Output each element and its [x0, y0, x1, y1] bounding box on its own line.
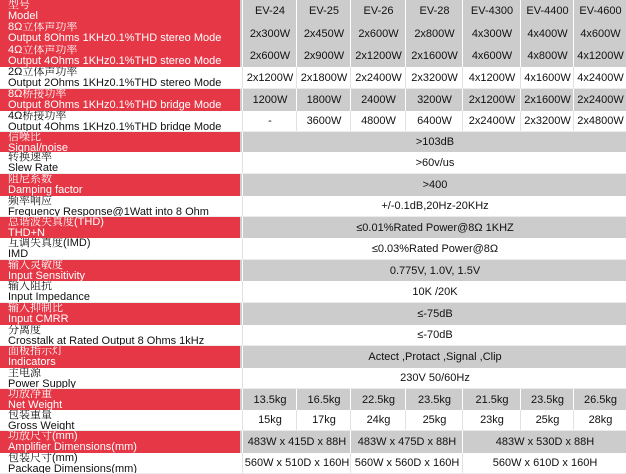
spec-value: 6400W [405, 111, 463, 131]
spec-label-en: Output 2Ohms 1KHz0.1%THD stereo Mode [8, 77, 222, 88]
spec-label-cn: 包装重量 [8, 410, 52, 421]
spec-label [0, 303, 240, 325]
spec-label-cn: 包装尺寸(mm) [8, 453, 78, 464]
spec-label [0, 281, 240, 302]
spec-value: 22.5kg [350, 389, 406, 410]
spec-row [0, 217, 626, 238]
spec-value: 2x2400W [462, 111, 521, 131]
spec-label-cn: 面板指示灯 [8, 346, 63, 357]
spec-row [0, 389, 626, 410]
spec-label-cn: 互调失真度(IMD) [8, 238, 91, 249]
spec-value: ≤-75dB [242, 303, 626, 325]
spec-value: 230V 50/60Hz [242, 368, 626, 388]
spec-value: 4x600W [573, 22, 626, 45]
spec-row [0, 325, 626, 346]
spec-value: 560W x 510D x 160H [242, 453, 351, 473]
spec-row [0, 89, 626, 111]
spec-value: 28kg [573, 410, 626, 430]
spec-label-cn: 信噪比 [8, 132, 41, 143]
spec-value: 17kg [296, 410, 351, 430]
spec-label [0, 22, 240, 45]
spec-value: 3200W [405, 89, 463, 111]
spec-value: 2x450W [296, 22, 351, 45]
spec-value: EV-4600 [573, 0, 626, 22]
spec-value: >400 [242, 174, 626, 196]
spec-row [0, 22, 626, 45]
spec-label-en: Output 8Ohms 1KHz0.1%THD bridge Mode [8, 99, 222, 111]
spec-label-en: Frequency Response@1Watt into 8 Ohm [8, 206, 209, 216]
spec-value: ≤0.03%Rated Power@8Ω [242, 238, 626, 259]
spec-label-en: Signal/noise [8, 142, 68, 152]
spec-row [0, 281, 626, 303]
spec-row [0, 260, 626, 281]
spec-row [0, 196, 626, 217]
spec-value: 0.775V, 1.0V, 1.5V [242, 260, 626, 281]
spec-label [0, 196, 240, 216]
spec-value: EV-28 [405, 0, 463, 22]
spec-value: Actect ,Protact ,Signal ,Clip [242, 346, 626, 368]
spec-row [0, 453, 626, 474]
spec-value: 13.5kg [242, 389, 297, 410]
spec-label-cn: 4Ω桥接功率 [8, 111, 67, 122]
spec-value: ≤0.01%Rated Power@8Ω 1KHZ [242, 217, 626, 238]
spec-label-en: Amplifier Dimensions(mm) [8, 441, 137, 453]
spec-label-cn: 主电源 [8, 368, 41, 379]
spec-label-cn: 分离度 [8, 325, 41, 336]
spec-row [0, 303, 626, 325]
spec-value: 2x3200W [520, 111, 574, 131]
spec-value: +/-0.1dB,20Hz-20KHz [242, 196, 626, 216]
spec-label-en: Output 4Ohms 1KHz0.1%THD stereo Mode [8, 55, 222, 67]
spec-value: 560W x 560D x 160H [350, 453, 463, 473]
spec-value: EV-26 [350, 0, 406, 22]
spec-value: 483W x 530D x 88H [462, 431, 626, 453]
spec-value: 3600W [296, 111, 351, 131]
spec-label [0, 368, 240, 388]
spec-label-cn: 转换速率 [8, 152, 52, 163]
spec-row [0, 111, 626, 132]
spec-value: EV-24 [242, 0, 297, 22]
spec-label-en: Indicators [8, 356, 56, 368]
spec-label-en: IMD [8, 248, 29, 259]
spec-value: 4x1600W [520, 67, 574, 88]
spec-value: 2x2400W [350, 67, 406, 88]
spec-value: 2x1200W [242, 67, 297, 88]
spec-label-en: Crosstalk at Rated Output 8 Ohms 1kHz [8, 335, 205, 345]
spec-value: 560W x 610D x 160H [462, 453, 626, 473]
spec-value: 21.5kg [462, 389, 521, 410]
spec-label [0, 89, 240, 111]
spec-label [0, 238, 240, 259]
spec-value: - [242, 111, 297, 131]
spec-label-en: Package Dimensions(mm) [8, 463, 137, 473]
spec-value: 1800W [296, 89, 351, 111]
spec-value: 4x400W [520, 22, 574, 45]
spec-row [0, 431, 626, 453]
spec-value: 483W x 415D x 88H [242, 431, 351, 453]
spec-label-en: THD+N [8, 227, 45, 238]
spec-label-cn: 阻尼系数 [8, 174, 52, 185]
spec-value: 2x600W [242, 45, 297, 67]
spec-value: 2x1600W [520, 89, 574, 111]
spec-label [0, 0, 240, 22]
spec-value: 23kg [462, 410, 521, 430]
spec-label [0, 410, 240, 430]
spec-label-en: Gross Weight [8, 420, 75, 430]
spec-value: EV-4300 [462, 0, 521, 22]
spec-value: 4x2400W [573, 67, 626, 88]
spec-value: 2x1200W [462, 89, 521, 111]
spec-label-en: Power Supply [8, 378, 76, 388]
spec-row [0, 238, 626, 260]
spec-label-en: Model [8, 10, 38, 22]
spec-value: 2400W [350, 89, 406, 111]
spec-label-cn: 功放净重 [8, 389, 52, 400]
spec-value: 4x300W [462, 22, 521, 45]
spec-value: 2x800W [405, 22, 463, 45]
spec-row [0, 152, 626, 174]
spec-value: EV-4400 [520, 0, 574, 22]
spec-value: 10K /20K [242, 281, 626, 302]
spec-value: 483W x 475D x 88H [350, 431, 463, 453]
spec-value: 2x1600W [405, 45, 463, 67]
spec-value: 1200W [242, 89, 297, 111]
spec-value: >60v/us [242, 152, 626, 173]
spec-row [0, 174, 626, 196]
spec-value: 2x4800W [573, 111, 626, 131]
spec-value: 2x1800W [296, 67, 351, 88]
spec-value: 16.5kg [296, 389, 351, 410]
spec-label-en: Slew Rate [8, 162, 59, 173]
spec-value: 2x3200W [405, 67, 463, 88]
spec-value: 15kg [242, 410, 297, 430]
spec-label [0, 346, 240, 368]
spec-label [0, 217, 240, 238]
spec-label-en: Output 8Ohms 1KHz0.1%THD stereo Mode [8, 32, 222, 44]
spec-label-cn: 输入灵敏度 [8, 260, 63, 271]
spec-label [0, 132, 240, 152]
spec-label-en: Input CMRR [8, 313, 69, 325]
spec-value: ≤-70dB [242, 325, 626, 345]
spec-row [0, 132, 626, 152]
spec-value: 2x900W [296, 45, 351, 67]
spec-row [0, 67, 626, 89]
spec-label-en: Input Sensitivity [8, 270, 86, 281]
spec-row [0, 0, 626, 22]
spec-label-cn: 功放尺寸(mm) [8, 431, 78, 442]
spec-label [0, 325, 240, 345]
spec-label [0, 45, 240, 67]
spec-value: 2x2400W [573, 89, 626, 111]
spec-label-en: Input Impedance [8, 291, 90, 302]
spec-label-cn: 8Ω桥接功率 [8, 89, 67, 100]
spec-row [0, 346, 626, 368]
spec-label [0, 174, 240, 196]
spec-value: >103dB [242, 132, 626, 152]
spec-value: 4x800W [520, 45, 574, 67]
spec-label-cn: 输入阻抗 [8, 281, 52, 292]
spec-label-cn: 频率响应 [8, 196, 52, 207]
spec-value: 24kg [350, 410, 406, 430]
spec-value: 2x600W [350, 22, 406, 45]
spec-value: 4800W [350, 111, 406, 131]
spec-value: 23.5kg [405, 389, 463, 410]
spec-label [0, 260, 240, 281]
spec-label-en: Net Weight [8, 399, 63, 410]
spec-value: 26.5kg [573, 389, 626, 410]
spec-label [0, 152, 240, 173]
spec-label-cn: 输入抑制比 [8, 303, 63, 314]
spec-value: 4x1200W [573, 45, 626, 67]
spec-row [0, 45, 626, 67]
spec-row [0, 410, 626, 431]
spec-value: 4x600W [462, 45, 521, 67]
spec-value: EV-25 [296, 0, 351, 22]
spec-label [0, 67, 240, 88]
spec-value: 2x300W [242, 22, 297, 45]
spec-label-cn: 总谐波失真度(THD) [8, 217, 104, 228]
spec-value: 2x1200W [350, 45, 406, 67]
spec-label [0, 389, 240, 410]
spec-label-cn: 2Ω立体声功率 [8, 67, 78, 78]
spec-label [0, 111, 240, 131]
spec-label-cn: 8Ω立体声功率 [8, 22, 78, 33]
spec-value: 4x1200W [462, 67, 521, 88]
spec-value: 25kg [520, 410, 574, 430]
spec-row [0, 368, 626, 389]
spec-label [0, 453, 240, 473]
spec-label-cn: 4Ω立体声功率 [8, 45, 78, 56]
spec-label [0, 431, 240, 453]
spec-value: 25kg [405, 410, 463, 430]
spec-label-en: Damping factor [8, 184, 83, 196]
spec-label-en: Output 4Ohms 1KHz0.1%THD bridge Mode [8, 121, 222, 131]
spec-label-cn: 型号 [8, 0, 30, 11]
spec-value: 23.5kg [520, 389, 574, 410]
